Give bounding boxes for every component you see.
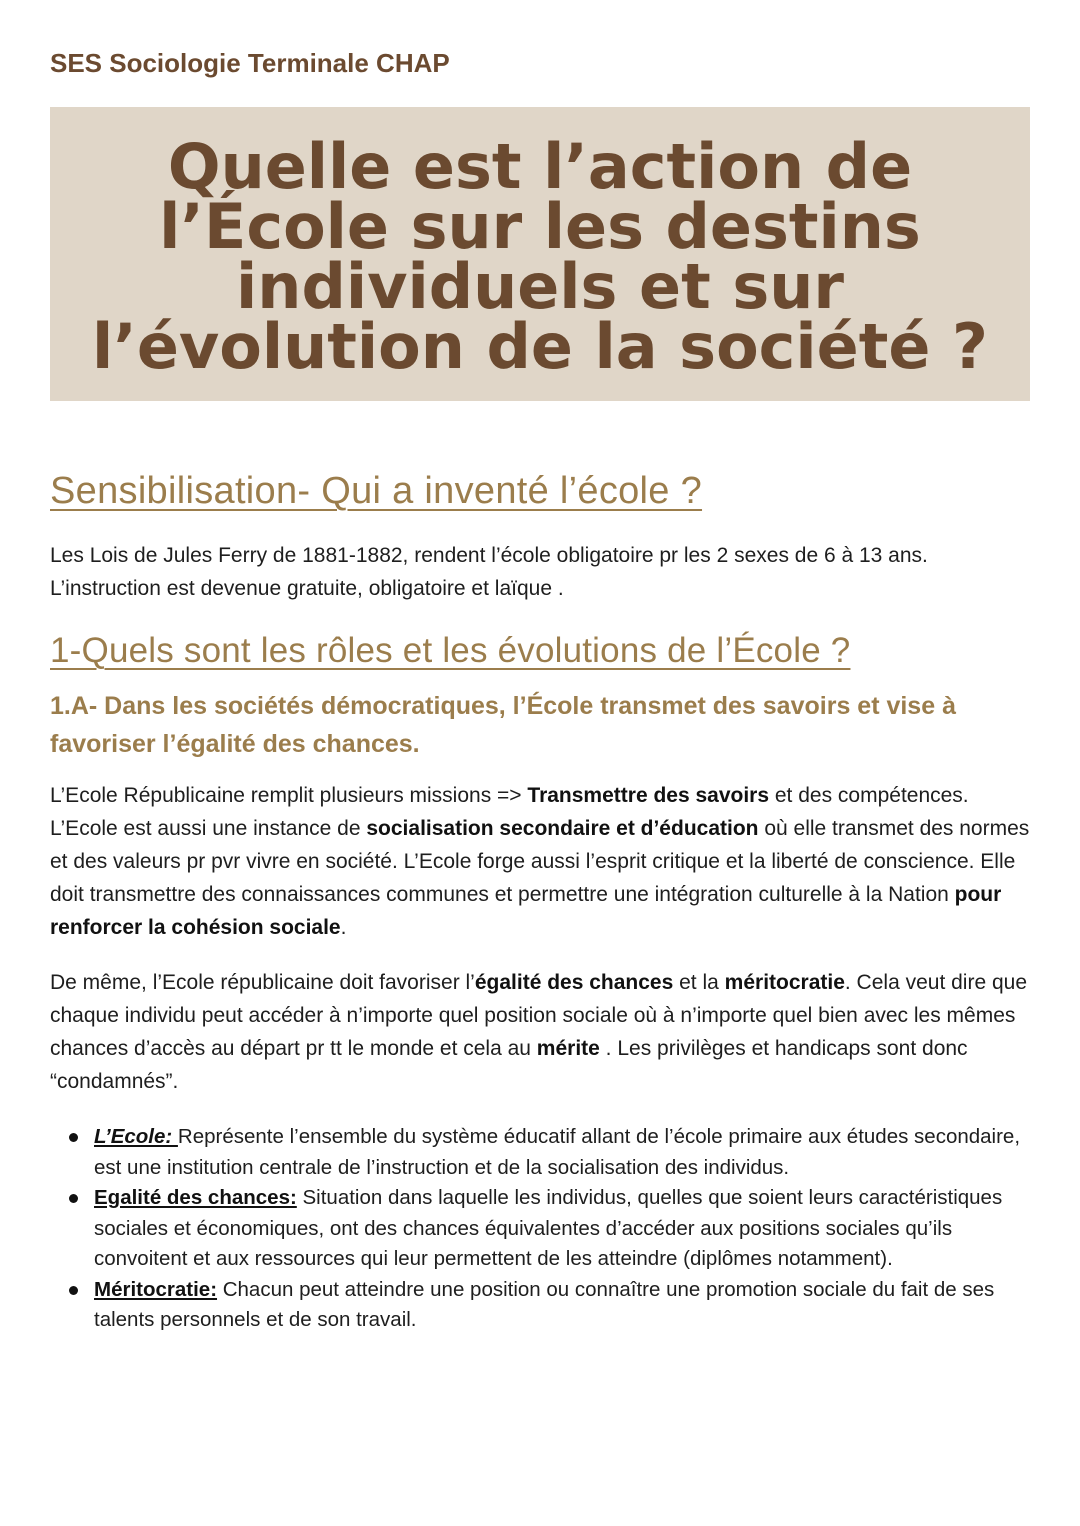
text-run: . Cela veut dire que chaque individu peut accéder à n’importe quel position sociale où à n’importe quel bien avec les mêmes chances d’accès au départ pr tt le monde et cela au	[50, 971, 1027, 1060]
text-run: et la	[673, 971, 725, 994]
section-1a-heading: 1.A- Dans les sociétés démocratiques, l’École transmet des savoirs et vise à favoriser l’égalité des chances.	[50, 692, 956, 758]
document-body	[50, 470, 1030, 1336]
course-label: SES Sociologie Terminale CHAP	[50, 48, 450, 78]
missions-paragraph	[50, 779, 1030, 944]
text-run: où elle transmet des normes et des valeurs pr pvr vivre en société. L’Ecole forge aussi l’esprit critique et la liberté de conscience. Elle doit transmettre des connaissances communes et permettre une intégration culturelle à la Nation	[50, 817, 1030, 906]
definition-item	[94, 1183, 1030, 1275]
egalite-paragraph	[50, 966, 1030, 1098]
bold-term: Transmettre des savoirs	[527, 784, 770, 807]
definition-item	[94, 1275, 1030, 1336]
bold-term: égalité des chances	[474, 971, 674, 994]
definition-item	[94, 1122, 1030, 1183]
sensibilisation-paragraph: Les Lois de Jules Ferry de 1881-1882, rendent l’école obligatoire pr les 2 sexes de 6 à 13 ans. L’instruction est devenue gratuite, obligatoire et laïque .	[50, 544, 928, 600]
definitions-list	[50, 1122, 1030, 1336]
definition-term: L’Ecole:	[94, 1125, 178, 1148]
page-title-line: individuels et sur	[236, 250, 844, 323]
bold-term: méritocratie	[724, 971, 845, 994]
title-banner	[50, 107, 1030, 401]
definition-text: Situation dans laquelle les individus, quelles que soient leurs caractéristiques sociales et économiques, ont des chances équivalentes d’accéder aux positions sociales qu’ils convoitent et aux ressources qui leur permettent de les atteindre (diplômes notamment).	[94, 1186, 1003, 1270]
text-run: De même, l’Ecole républicaine doit favoriser l’	[50, 971, 475, 994]
page-title-line: Quelle est l’action de	[167, 130, 913, 203]
text-run: .	[340, 916, 347, 939]
text-run: et des compétences. L’Ecole est aussi une instance de	[50, 784, 969, 840]
text-run: . Les privilèges et handicaps sont donc “condamnés”.	[50, 1037, 968, 1093]
section-1-heading: 1-Quels sont les rôles et les évolutions de l’École ?	[50, 631, 851, 670]
sensibilisation-heading: Sensibilisation- Qui a inventé l’école ?	[50, 470, 703, 512]
bold-term: mérite	[536, 1037, 600, 1060]
bold-term: pour renforcer la cohésion sociale	[50, 883, 1002, 939]
definition-text: Chacun peut atteindre une position ou connaître une promotion sociale du fait de ses talents personnels et de son travail.	[94, 1277, 995, 1331]
page-title-line: l’évolution de la société ?	[92, 310, 988, 383]
page-title-line: l’École sur les destins	[159, 190, 921, 263]
definition-term: Méritocratie:	[94, 1277, 218, 1301]
definition-text: Représente l’ensemble du système éducatif allant de l’école primaire aux études secondaire, est une institution centrale de l’instruction et de la socialisation des individus.	[94, 1125, 1021, 1179]
definition-term: Egalité des chances:	[94, 1186, 297, 1209]
text-run: L’Ecole Républicaine remplit plusieurs missions =>	[50, 784, 528, 807]
bold-term: socialisation secondaire et d’éducation	[366, 817, 759, 840]
